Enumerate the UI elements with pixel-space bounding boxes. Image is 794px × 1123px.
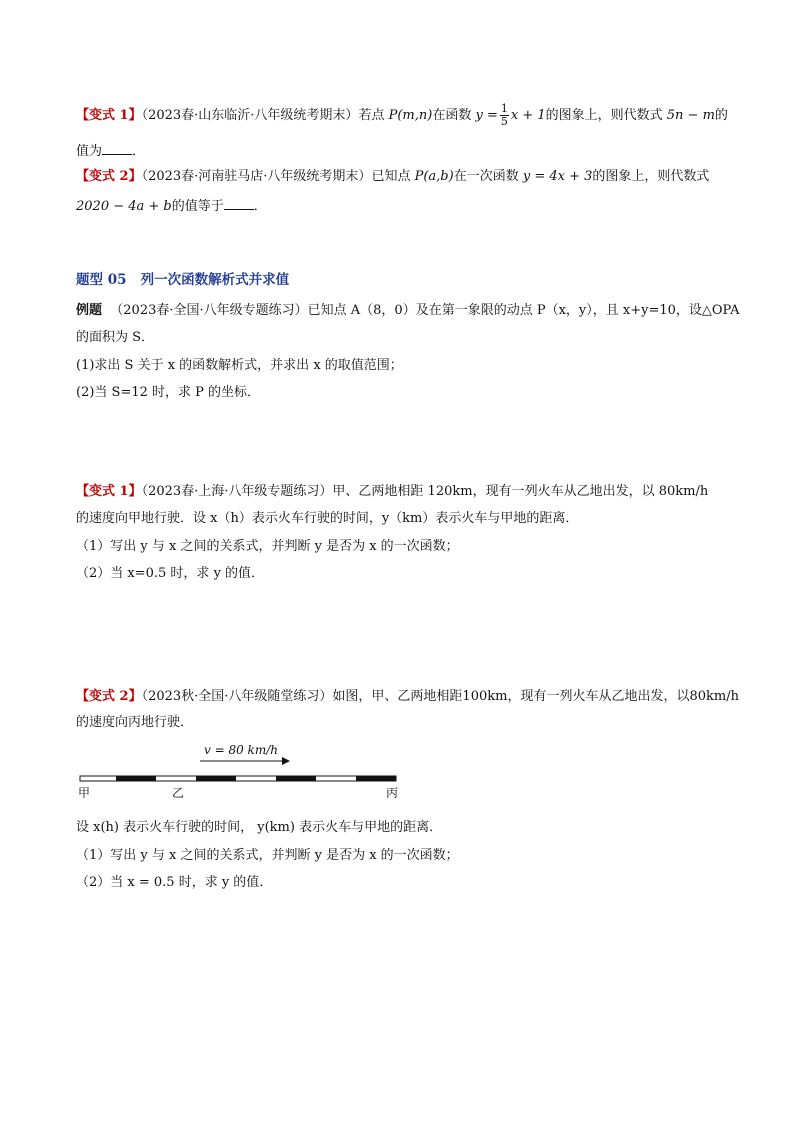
example-label: 例题 [76, 303, 103, 318]
variant-text: （2023春·上海·八年级专题练习）甲、乙两地相距 120km，现有一列火车从乙地出发，以 80km/h [141, 484, 709, 499]
text: 的 [714, 108, 728, 123]
variant-1b-line-2 [76, 510, 578, 528]
variant-1b-line-1 [76, 483, 708, 501]
rail-track [80, 776, 396, 781]
function: y = 4x + 3 [522, 169, 593, 184]
label-yi: 乙 [172, 786, 185, 800]
variant-text: 的速度向甲地行驶．设 x（h）表示火车行驶的时间，y（km）表示火车与甲地的距离． [76, 511, 579, 526]
example-text: （2023春·全国·八年级专题练习）已知点 A（8，0）及在第一象限的动点 P（x，y），且 x+y=10，设△OPA [110, 303, 740, 318]
section-number: 题型 05 [76, 272, 127, 288]
arrow-head [282, 757, 290, 765]
variant-1-line-2 [76, 142, 145, 161]
question: (1)求出 S 关于 x 的函数解析式，并求出 x 的取值范围； [76, 358, 403, 373]
answer-blank [102, 142, 132, 155]
text: ． [253, 199, 267, 214]
section-heading [76, 271, 289, 289]
variant-2b-line-2 [76, 714, 193, 732]
text: 在一次函数 [453, 169, 519, 184]
fraction-denominator: 5 [500, 115, 508, 128]
question: (2)当 S=12 时，求 P 的坐标． [76, 385, 261, 400]
source-note: （2023春·河南驻马店·八年级统考期末） [141, 169, 372, 184]
variant-2b-question-2 [76, 874, 272, 892]
variant-1b-question-1 [76, 538, 459, 556]
variant-text: 设 x(h) 表示火车行驶的时间， y(km) 表示火车与甲地的距离． [76, 820, 443, 835]
point-label: P(m,n) [388, 108, 433, 123]
example-line-1 [76, 302, 739, 320]
function-left: y = [475, 108, 498, 123]
question: （1）写出 y 与 x 之间的关系式，并判断 y 是否为 x 的一次函数； [76, 848, 459, 863]
text: 的图象上，则代数式 [545, 108, 663, 123]
text: 已知点 [371, 169, 411, 184]
text: ． [132, 144, 146, 159]
variant-tag: 【变式 2】 [76, 689, 142, 704]
question: （1）写出 y 与 x 之间的关系式，并判断 y 是否为 x 的一次函数； [76, 539, 459, 554]
variant-text: 的速度向丙地行驶． [76, 715, 194, 730]
text: 值为 [76, 144, 103, 159]
fraction-numerator: 1 [500, 102, 508, 115]
variant-2-line-1 [76, 168, 709, 186]
source-note: （2023春·山东临沂·八年级统考期末） [141, 108, 359, 123]
velocity-label: v = 80 km/h [204, 743, 278, 757]
expression: 2020 − 4a + b [76, 199, 172, 214]
variant-text: （2023秋·全国·八年级随堂练习）如图，甲、乙两地相距100km，现有一列火车从乙地出发，以80km/h [141, 689, 739, 704]
track-diagram [76, 740, 406, 800]
label-bing: 丙 [386, 786, 399, 800]
variant-1b-question-2 [76, 565, 264, 583]
text: 在函数 [432, 108, 472, 123]
function-right: x + 1 [510, 108, 546, 123]
question: （2）当 x = 0.5 时，求 y 的值． [76, 875, 273, 890]
example-text: 的面积为 S． [76, 330, 155, 345]
variant-tag: 【变式 2】 [76, 169, 142, 184]
text: 的图象上，则代数式 [592, 169, 710, 184]
variant-2b-line-1 [76, 688, 739, 706]
text: 的值等于 [171, 199, 224, 214]
variant-2-line-2 [76, 197, 267, 216]
text: 若点 [358, 108, 385, 123]
example-question-2 [76, 384, 260, 402]
answer-blank [224, 197, 254, 210]
example-line-2 [76, 329, 154, 347]
variant-2b-question-1 [76, 847, 459, 865]
variant-1-line-1 [76, 103, 728, 128]
variant-2b-line-3 [76, 819, 442, 837]
variant-tag: 【变式 1】 [76, 484, 142, 499]
point-label: P(a,b) [414, 169, 454, 184]
fraction [500, 103, 509, 128]
variant-tag: 【变式 1】 [76, 108, 142, 123]
question: （2）当 x=0.5 时，求 y 的值． [76, 566, 265, 581]
example-question-1 [76, 357, 403, 375]
section-title: 列一次函数解析式并求值 [140, 272, 290, 288]
expression: 5n − m [666, 108, 715, 123]
label-jia: 甲 [78, 786, 91, 800]
